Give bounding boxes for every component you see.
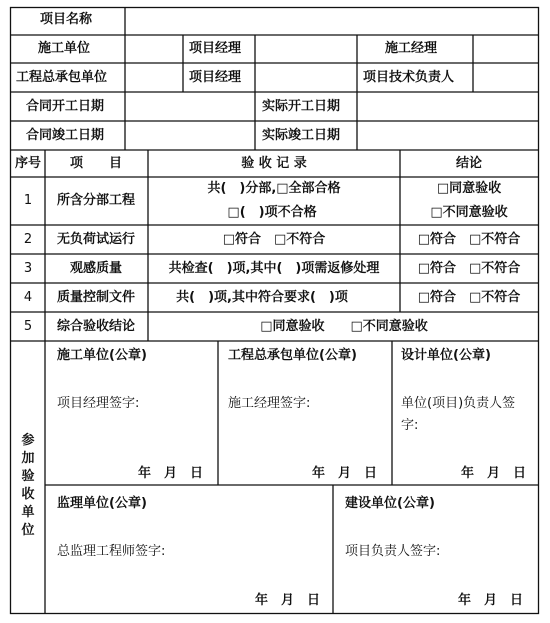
row1-conclusion-line2: □不同意验收 bbox=[430, 205, 508, 220]
contractor-seal-label: 施工单位(公章) bbox=[57, 348, 147, 363]
col-record-header: 验 收 记 录 bbox=[241, 156, 307, 171]
actual-end-label: 实际竣工日期 bbox=[262, 128, 341, 143]
project-name-label: 项目名称 bbox=[40, 12, 93, 27]
row2-no: 2 bbox=[23, 232, 33, 247]
actual-start-label: 实际开工日期 bbox=[262, 99, 341, 114]
row1-record-line2: □( )项不合格 bbox=[227, 205, 317, 220]
participants-label: 参加验收单位 bbox=[21, 433, 35, 538]
row4-item: 质量控制文件 bbox=[56, 290, 136, 305]
project-manager-label: 项目经理 bbox=[189, 41, 242, 56]
row2-record: □符合 □不符合 bbox=[222, 232, 326, 247]
row1-record-line1: 共( )分部,□全部合格 bbox=[207, 181, 341, 196]
row3-record: 共检查( )项,其中( )项需返修处理 bbox=[168, 261, 380, 276]
row4-conclusion: □符合 □不符合 bbox=[417, 290, 521, 305]
construction-manager-label: 施工经理 bbox=[385, 41, 438, 56]
row2-item: 无负荷试运行 bbox=[56, 232, 136, 247]
col-conclusion-header: 结论 bbox=[455, 156, 483, 171]
supervisor-seal-label: 监理单位(公章) bbox=[57, 496, 147, 511]
design-sign-line1: 单位(项目)负责人签 bbox=[401, 396, 516, 411]
col-item-header: 项 目 bbox=[69, 156, 123, 171]
gc-sign-label: 施工经理签字: bbox=[228, 396, 311, 411]
supervisor-sign-label: 总监理工程师签字: bbox=[57, 544, 166, 559]
contractor-date: 年 月 日 bbox=[138, 466, 204, 481]
row4-record: 共( )项,其中符合要求( )项 bbox=[176, 290, 348, 305]
row1-item: 所含分部工程 bbox=[56, 193, 136, 208]
row5-no: 5 bbox=[23, 319, 33, 334]
design-date: 年 月 日 bbox=[461, 466, 527, 481]
row2-conclusion: □符合 □不符合 bbox=[417, 232, 521, 247]
design-sign-line2: 字: bbox=[401, 418, 419, 433]
row3-no: 3 bbox=[23, 261, 33, 276]
contractor-label: 施工单位 bbox=[38, 41, 91, 56]
owner-date: 年 月 日 bbox=[458, 593, 524, 608]
tech-lead-label: 项目技术负责人 bbox=[363, 70, 455, 85]
row1-no: 1 bbox=[23, 193, 33, 208]
row3-conclusion: □符合 □不符合 bbox=[417, 261, 521, 276]
gc-date: 年 月 日 bbox=[312, 466, 378, 481]
owner-seal-label: 建设单位(公章) bbox=[345, 496, 435, 511]
contract-end-label: 合同竣工日期 bbox=[26, 128, 105, 143]
row3-item: 观感质量 bbox=[69, 261, 123, 276]
col-no-header: 序号 bbox=[14, 156, 42, 171]
row1-conclusion-line1: □同意验收 bbox=[436, 181, 502, 196]
contract-start-label: 合同开工日期 bbox=[26, 99, 105, 114]
contractor-sign-label: 项目经理签字: bbox=[57, 396, 140, 411]
owner-sign-label: 项目负责人签字: bbox=[345, 544, 441, 559]
general-contractor-label: 工程总承包单位 bbox=[16, 70, 108, 85]
design-seal-label: 设计单位(公章) bbox=[401, 348, 491, 363]
row5-item: 综合验收结论 bbox=[56, 319, 136, 334]
gc-seal-label: 工程总承包单位(公章) bbox=[228, 348, 357, 363]
row4-no: 4 bbox=[23, 290, 33, 305]
supervisor-date: 年 月 日 bbox=[255, 593, 321, 608]
project-manager-2-label: 项目经理 bbox=[189, 70, 242, 85]
row5-record: □同意验收 □不同意验收 bbox=[260, 319, 428, 334]
